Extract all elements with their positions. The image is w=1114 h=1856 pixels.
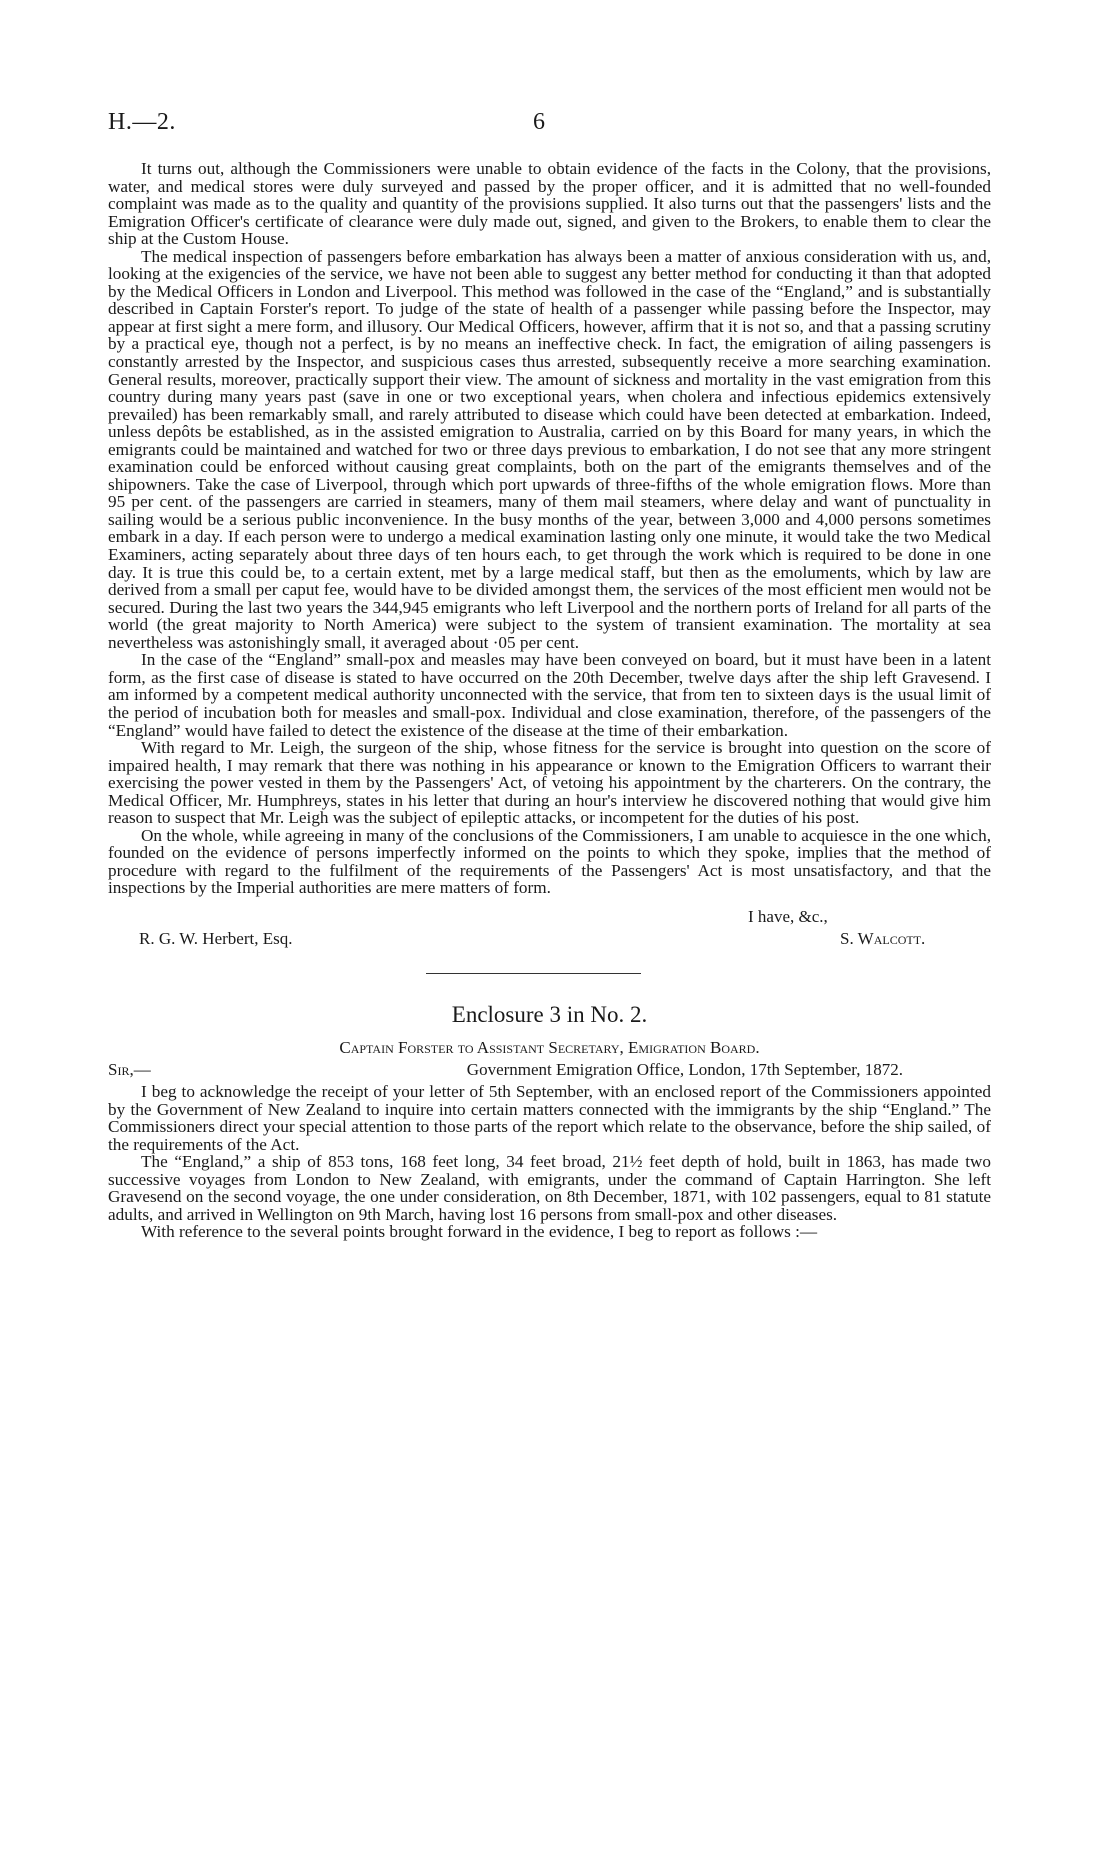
page-number: 6 bbox=[533, 109, 545, 135]
page-header bbox=[108, 109, 1008, 141]
paragraph-provisions: It turns out, although the Commissioners were unable to obtain evidence of the facts in the Colony, that the provisions, water, and medical stores were duly surveyed and passed by the proper officer, and it is admitted that no well-founded complaint was made as to the quality and quantity of the provisions supplied. It also turns out that the passengers' lists and the Emigration Officer's certificate of clearance were duly made out, signed, and given to the Brokers, to enable them to clear the ship at the Custom House. bbox=[108, 159, 991, 249]
paragraph-conclusion: On the whole, while agreeing in many of the conclusions of the Commissioners, I am unable to acquiesce in the one which, founded on the evidence of persons imperfectly informed on the points to which they spoke, implies that the method of procedure with regard to the fulfilment of the requirements of the Passengers' Act is most unsatisfactory, and that the inspections by the Imperial authorities are mere matters of form. bbox=[108, 825, 991, 898]
paragraph-medical-inspection: The medical inspection of passengers before embarkation has always been a matter of anxious consideration with us, and, looking at the exigencies of the service, we have not been able to suggest any better method for conducting it than that adopted by the Medical Officers in London and Liverpool. This method was followed in the case of the “England,” and is substantially described in Captain Forster's report. To judge of the state of health of a passenger while passing before the Inspector, may appear at first sight a mere form, and illusory. Our Medical Officers, however, affirm that it is not so, and that a passing scrutiny by a practical eye, though not a perfect, is by no means an ineffective check. In fact, the emigration of ailing passengers is constantly arrested by the Inspector, and suspicious cases thus arrested, subsequently receive a more searching examination. General results, moreover, practically support their view. The amount of sickness and mortality in the vast emigration from this country during many years past (save in one or two exceptional years, when cholera and infectious epidemics extensively prevailed) has been remarkably small, and rarely attributed to disease which could have been detected at embarkation. Indeed, unless depôts be established, as in the assisted emigration to Australia, carried on by this Board for many years, in which the emigrants could be maintained and watched for two or three days previous to embarkation, I do not see that any more stringent examination could be enforced without causing great complaints, both on the part of the emigrants themselves and of the shipowners. Take the case of Liverpool, through which port upwards of three-fifths of the whole emigration flows. More than 95 per cent. of the passengers are carried in steamers, many of them mail steamers, where delay and want of punctuality in sailing would be a serious public inconvenience. In the busy months of the year, between 3,000 and 4,000 persons sometimes embark in a day. If each person were to undergo a medical examination lasting only one minute, it would take the two Medical Examiners, acting separately about three days of ten hours each, to get through the work which is required to be done in one day. It is true this could be, to a certain extent, met by a large medical staff, but then as the emoluments, which by law are derived from a small per caput fee, would have to be divided amongst them, the services of the most efficient men would not be secured. During the last two years the 344,945 emigrants who left Liverpool and the northern ports of Ireland for all parts of the world (the great majority to North America) were subject to the system of transient examination. The mortality at sea nevertheless was astonishingly small, it averaged about ·05 per cent. bbox=[108, 246, 991, 652]
enclosure-paragraph-points: With reference to the several points brought forward in the evidence, I beg to report as follows :— bbox=[141, 1222, 818, 1242]
paragraph-smallpox: In the case of the “England” small-pox and measles may have been conveyed on board, but it must have been in a latent form, as the first case of disease is stated to have occurred on the 20th December, twelve days after the ship left Gravesend. I am informed by a competent medical authority unconnected with the service, that from ten to sixteen days is the usual limit of the period of incubation both for measles and small-pox. Individual and close examination, therefore, of the passengers of the “England” would have failed to detect the existence of the disease at the time of their embarkation. bbox=[108, 650, 991, 740]
document-reference: H.—2. bbox=[108, 109, 176, 135]
enclosure-paragraph-acknowledgement: I beg to acknowledge the receipt of your letter of 5th September, with an enclosed report of the Commissioners appointed by the Government of New Zealand to inquire into certain matters connected with the immigrants by the ship “England.” The Commissioners direct your special attention to those parts of the report which relate to the observance, before the ship sailed, of the requirements of the Act. bbox=[108, 1081, 991, 1154]
letter-addressee: R. G. W. Herbert, Esq. bbox=[139, 928, 293, 948]
document-body bbox=[108, 160, 991, 1241]
enclosure-heading-row bbox=[108, 1060, 991, 1082]
paragraph-surgeon: With regard to Mr. Leigh, the surgeon of the ship, whose fitness for the service is brought into question on the score of impaired health, I may remark that there was nothing in his appearance or known to the Emigration Officers to warrant their exercising the power vested in them by the Passengers' Act, of vetoing his appointment by the charterers. On the contrary, the Medical Officer, Mr. Humphreys, states in his letter that during an hour's interview he discovered nothing that would give him reason to suspect that Mr. Leigh was the subject of epileptic attacks, or incompetent for the duties of his post. bbox=[108, 738, 991, 828]
letter-closing: I have, &c., bbox=[748, 906, 828, 926]
enclosure-subtitle: Captain Forster to Assistant Secretary, Emigration Board. bbox=[339, 1037, 760, 1057]
dateline: Government Emigration Office, London, 17th September, 1872. bbox=[466, 1059, 903, 1079]
letter-signatory: S. Walcott. bbox=[840, 928, 926, 948]
letter-signature-block bbox=[108, 907, 991, 947]
salutation: Sir,— bbox=[108, 1059, 151, 1079]
enclosure-title: Enclosure 3 in No. 2. bbox=[451, 1001, 648, 1027]
enclosure-paragraph-ship-details: The “England,” a ship of 853 tons, 168 feet long, 34 feet broad, 21½ feet depth of hold, built in 1863, has made two successive voyages from London to New Zealand, with emigrants, under the command of Captain Harrington. She left Gravesend on the second voyage, the one under consideration, on 8th December, 1871, with 102 passengers, equal to 81 statute adults, and arrived in Wellington on 9th March, having lost 16 persons from small-pox and other diseases. bbox=[108, 1152, 991, 1224]
section-divider bbox=[426, 973, 641, 974]
